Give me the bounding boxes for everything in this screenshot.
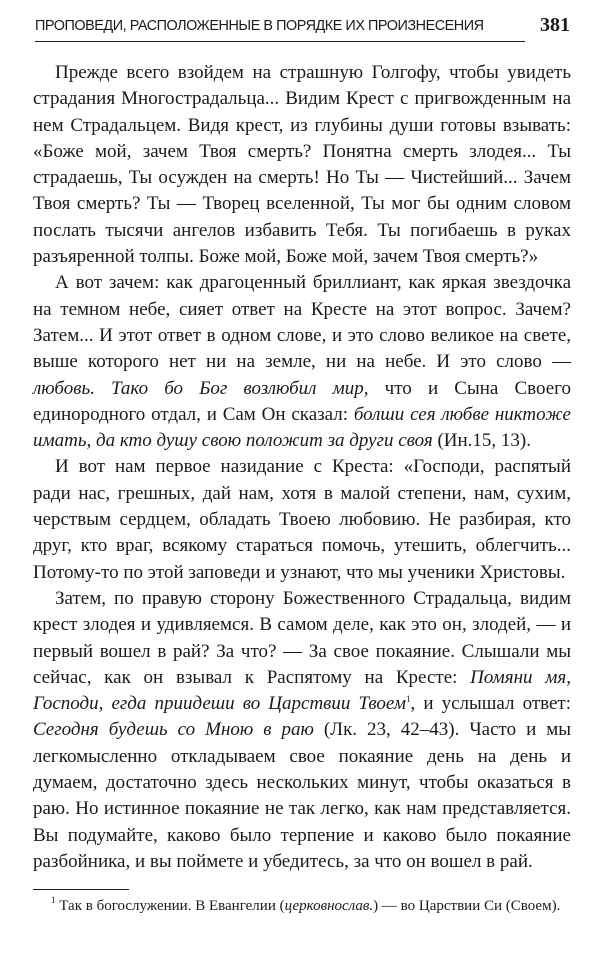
italic-quote: любовь. Тако бо Бог возлюбил мир,	[33, 377, 369, 399]
text-run: Так в богослужении. В Евангелии (	[55, 898, 285, 914]
text-run: Затем, по правую сторону Божественного Страдальца, видим крест злодея и удивляемся. В самом деле, как это он, злодей, — и первый вошел в рай? За что? — За свое покаяние. Слышали мы сейчас, как он взывал к Распятому на Кресте:	[33, 587, 571, 688]
text-run: , и услышал ответ:	[410, 693, 571, 715]
paragraph	[33, 270, 571, 454]
italic-quote: Сегодня будешь со Мною в раю	[33, 719, 314, 741]
italic-quote: Помяни мя, Господи, егда приидеши во Царствии Твоем	[33, 666, 572, 715]
paragraph	[33, 454, 571, 585]
text-run: (Ин.15, 13).	[432, 430, 532, 452]
footnote	[33, 896, 571, 916]
italic-quote: церковнослав.	[284, 898, 374, 914]
running-title: ПРОПОВЕДИ, РАСПОЛОЖЕННЫЕ В ПОРЯДКЕ ИХ ПРОИЗНЕСЕНИЯ	[35, 18, 484, 34]
header-rule	[35, 41, 525, 42]
text-run: А вот зачем: как драгоценный бриллиант, как яркая звездочка на темном небе, сияет ответ на Кресте на этот вопрос. Зачем? Затем... И этот ответ в одном слове, и это слово великое на свете, выше которого нет ни на земле, ни на небе. И это слово —	[33, 272, 571, 373]
body-text	[33, 60, 571, 875]
text-run: (Лк. 23, 42–43). Часто и мы легкомысленно откладываем свое покаяние день на день и думаем, достаточно здесь нескольких минут, чтобы оказаться в раю. Но истинное покаяние не так легко, как нам представляется. Вы подумайте, каково было терпение и каково было покаяние разбойника, и вы поймете и убедитесь, за что он вошел в рай.	[33, 719, 572, 872]
paragraph	[33, 586, 571, 875]
italic-quote: болши сея любве никтоже имать, да кто душу свою положит за други своя	[33, 403, 571, 452]
footnote-marker: 1	[51, 895, 56, 905]
text-run: Прежде всего взойдем на страшную Голгофу, чтобы увидеть страдания Многострадальца... Видим Крест с пригвожденным на нем Страдальцем. Видя крест, из глубины души готовы взывать: «Боже мой, зачем Твоя смерть? Понятна смерть злодея... Ты страдаешь, Ты осужден на смерть! Но Ты — Чистейший... Зачем Твоя смерть? Ты — Творец вселенной, Ты мог бы одним словом послать тысячи ангелов избавить Тебя. Ты погибаешь в руках разъяренной толпы. Боже мой, Боже мой, зачем Твоя смерть?»	[33, 62, 571, 268]
paragraph	[33, 60, 571, 270]
footnote-marker: 1	[405, 694, 411, 705]
footnote-separator	[33, 889, 129, 890]
text-run: ) — во Царствии Си (Своем).	[373, 898, 561, 914]
text-run: что и Сына Своего единородного отдал, и Сам Он сказал:	[33, 377, 571, 425]
page-number: 381	[540, 14, 570, 36]
text-run: И вот нам первое назидание с Креста: «Господи, распятый ради нас, грешных, дай нам, хотя в малой степени, нам, сухим, черствым сердцем, обладать Твоею любовию. Не разбирая, кто друг, кто враг, всякому стараться помочь, утешить, облегчить... Потому-то по этой заповеди и узнают, что мы ученики Христовы.	[33, 456, 571, 583]
page-header	[35, 14, 570, 44]
